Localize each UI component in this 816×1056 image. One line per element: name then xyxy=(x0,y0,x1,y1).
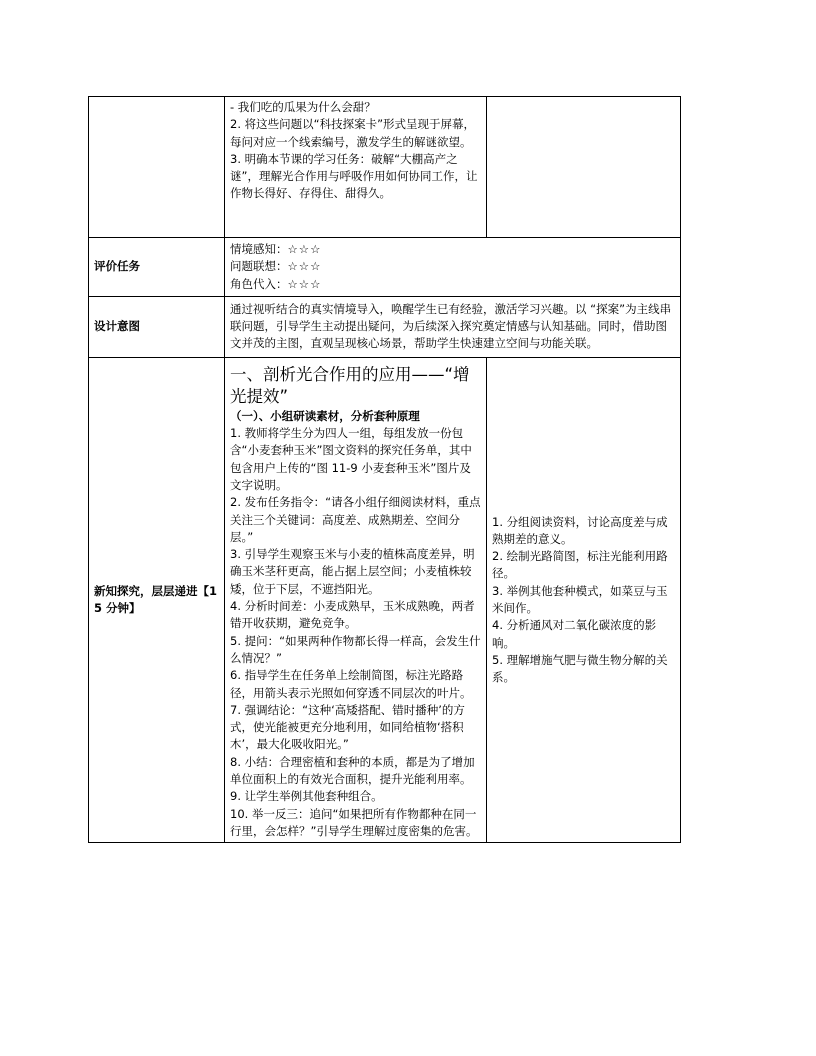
intro-line: - 我们吃的瓜果为什么会甜？ xyxy=(230,100,376,114)
teacher-step: 5. 提问：“如果两种作物都长得一样高，会发生什么情况？” xyxy=(230,633,481,665)
teacher-step: 1. 教师将学生分为四人一组，每组发放一份包含“小麦套种玉米”图文资料的探究任务单，其中包含用户上传的“图 11-9 小麦套种玉米”图片及文字说明。 xyxy=(230,426,472,492)
new-knowledge-label: 新知探究，层层递进【15 分钟】 xyxy=(89,357,225,842)
teacher-step: 9. 让学生举例其他套种组合。 xyxy=(230,789,383,804)
intro-line: 3. 明确本节课的学习任务：破解“大棚高产之谜”，理解光合作用与呼吸作用如何协同工作，让作物长得好、存得住、甜得久。 xyxy=(230,151,478,201)
teacher-step: 6. 指导学生在任务单上绘制简图，标注光路路径，用箭头表示光照如何穿透不同层次的叶片。 xyxy=(230,668,472,700)
student-step: 4. 分析通风对二氧化碳浓度的影响。 xyxy=(492,618,657,650)
intro-row xyxy=(89,97,681,238)
new-knowledge-teacher-cell xyxy=(225,357,487,842)
student-step: 2. 绘制光路简图，标注光能利用路径。 xyxy=(492,549,668,581)
design-row xyxy=(89,296,681,357)
intro-student-cell xyxy=(487,97,681,238)
evaluation-item-name: 角色代入： xyxy=(230,276,288,291)
evaluation-row xyxy=(89,238,681,297)
rating-stars: ☆☆☆ xyxy=(287,276,322,291)
evaluation-label: 评价任务 xyxy=(89,238,225,297)
student-step: 1. 分组阅读资料，讨论高度差与成熟期差的意义。 xyxy=(492,514,668,546)
evaluation-item xyxy=(230,241,675,258)
new-knowledge-student-cell xyxy=(487,357,681,842)
evaluation-item xyxy=(230,276,675,293)
student-step: 3. 举例其他套种模式，如菜豆与玉米间作。 xyxy=(492,583,668,615)
teacher-step: 2. 发布任务指令：“请各小组仔细阅读材料，重点关注三个关键词：高度差、成熟期差、空间分层。” xyxy=(230,495,481,544)
design-content: 通过视听结合的真实情境导入，唤醒学生已有经验，激活学习兴趣。以 “探案”为主线串联问题，引导学生主动提出疑问，为后续深入探究奠定情感与认知基础。同时，借助图文并茂的主图，直观呈现核心场景，帮助学生快速建立空间与功能关联。 xyxy=(225,296,681,357)
lesson-plan-table xyxy=(88,96,681,843)
teacher-step: 7. 强调结论：“这种‘高矮搭配、错时播种’的方式，使光能被更充分地利用，如同给植物‘搭积木’，最大化吸收阳光。” xyxy=(230,702,465,752)
intro-line: 2. 将这些问题以“科技探案卡”形式呈现于屏幕，每问对应一个线索编号，激发学生的解谜欲望。 xyxy=(230,117,476,149)
new-knowledge-row xyxy=(89,357,681,842)
evaluation-item-name: 问题联想： xyxy=(230,259,288,274)
evaluation-item xyxy=(230,258,675,275)
rating-stars: ☆☆☆ xyxy=(287,259,322,274)
teacher-step: 8. 小结：合理密植和套种的本质，都是为了增加单位面积上的有效光合面积，提升光能利用率。 xyxy=(230,754,475,787)
section-title: 一、剖析光合作用的应用——“增光提效” xyxy=(230,364,470,406)
evaluation-content xyxy=(225,238,681,297)
teacher-step: 4. 分析时间差：小麦成熟早，玉米成熟晚，两者错开收获期，避免竞争。 xyxy=(230,599,475,631)
teacher-step: 3. 引导学生观察玉米与小麦的植株高度差异，明确玉米茎秆更高，能占据上层空间；小麦植株较矮，位于下层，不遮挡阳光。 xyxy=(230,547,475,596)
design-label: 设计意图 xyxy=(89,296,225,357)
sub-title: （一）、小组研读素材，分析套种原理 xyxy=(230,408,420,423)
intro-label-cell xyxy=(89,97,225,238)
rating-stars: ☆☆☆ xyxy=(287,242,322,256)
intro-teacher-cell xyxy=(225,97,487,238)
evaluation-item-name: 情境感知： xyxy=(230,242,288,256)
teacher-step: 10. 举一反三：追问“如果把所有作物都种在同一行里，会怎样？”引导学生理解过度密集的危害。 xyxy=(230,806,478,838)
student-step: 5. 理解增施气肥与微生物分解的关系。 xyxy=(492,652,668,685)
